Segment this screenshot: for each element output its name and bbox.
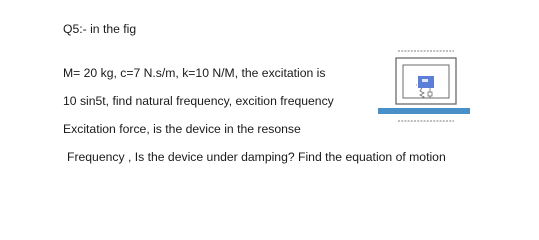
question-damping: Frequency , Is the device under damping? Find the equation of motion [67, 150, 446, 164]
question-title: Q5:- in the fig [63, 22, 137, 36]
question-resonance: Excitation force, is the device in the resonse [63, 122, 301, 136]
mass-label-mark [422, 79, 428, 82]
figure-svg [376, 48, 472, 126]
base-plate [378, 108, 470, 114]
spring-mass-damper-figure [376, 48, 472, 126]
question-excitation: 10 sin5t, find natural frequency, excition frequency [63, 94, 334, 108]
question-parameters: M= 20 kg, c=7 N.s/m, k=10 N/M, the excitation is [63, 66, 326, 80]
